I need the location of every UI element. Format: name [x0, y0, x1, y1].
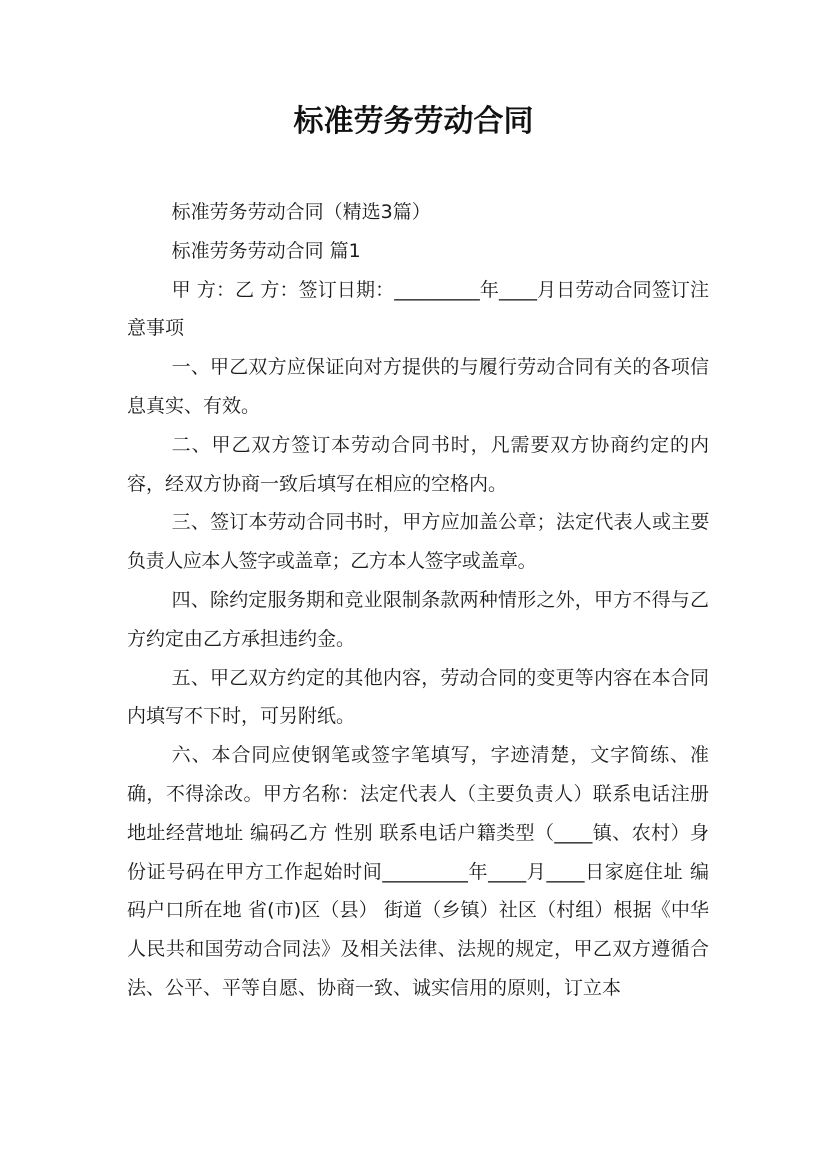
- paragraph-item-3: 三、签订本劳动合同书时，甲方应加盖公章；法定代表人或主要负责人应本人签字或盖章；乙方本人签字或盖章。: [127, 511, 709, 573]
- paragraph-item-2: 二、甲乙双方签订本劳动合同书时，凡需要双方协商约定的内容，经双方协商一致后填写在相应的空格内。: [127, 433, 709, 495]
- paragraph-subtitle: 标准劳务劳动合同（精选3篇）: [171, 201, 431, 223]
- paragraph-item-4: 四、除约定服务期和竞业限制条款两种情形之外，甲方不得与乙方约定由乙方承担违约金。: [127, 588, 709, 650]
- paragraph-parties: 甲 方：乙 方：签订日期：_________年____月日劳动合同签订注意事项: [127, 278, 709, 340]
- document-body: [127, 193, 709, 1008]
- paragraph-item-6: 六、本合同应使钢笔或签字笔填写，字迹清楚，文字简练、准确，不得涂改。甲方名称：法定代表人（主要负责人）联系电话注册地址经营地址 编码乙方 性别 联系电话户籍类型（____镇、农村）身份证号码在甲方工作起始时间_________年____月____日家庭住址 编码户口所在地 省(市)区（县） 街道（乡镇）社区（村组）根据《中华人民共和国劳动合同法》及相关法律、法规的规定，甲乙双方遵循合法、公平、平等自愿、协商一致、诚实信用的原则，订立本: [127, 744, 709, 999]
- paragraph-section-heading: 标准劳务劳动合同 篇1: [171, 239, 361, 262]
- document-title: 标准劳务劳动合同: [293, 104, 534, 139]
- paragraph-item-1: 一、甲乙双方应保证向对方提供的与履行劳动合同有关的各项信息真实、有效。: [127, 356, 709, 417]
- paragraph-item-5: 五、甲乙双方约定的其他内容，劳动合同的变更等内容在本合同内填写不下时，可另附纸。: [127, 666, 709, 728]
